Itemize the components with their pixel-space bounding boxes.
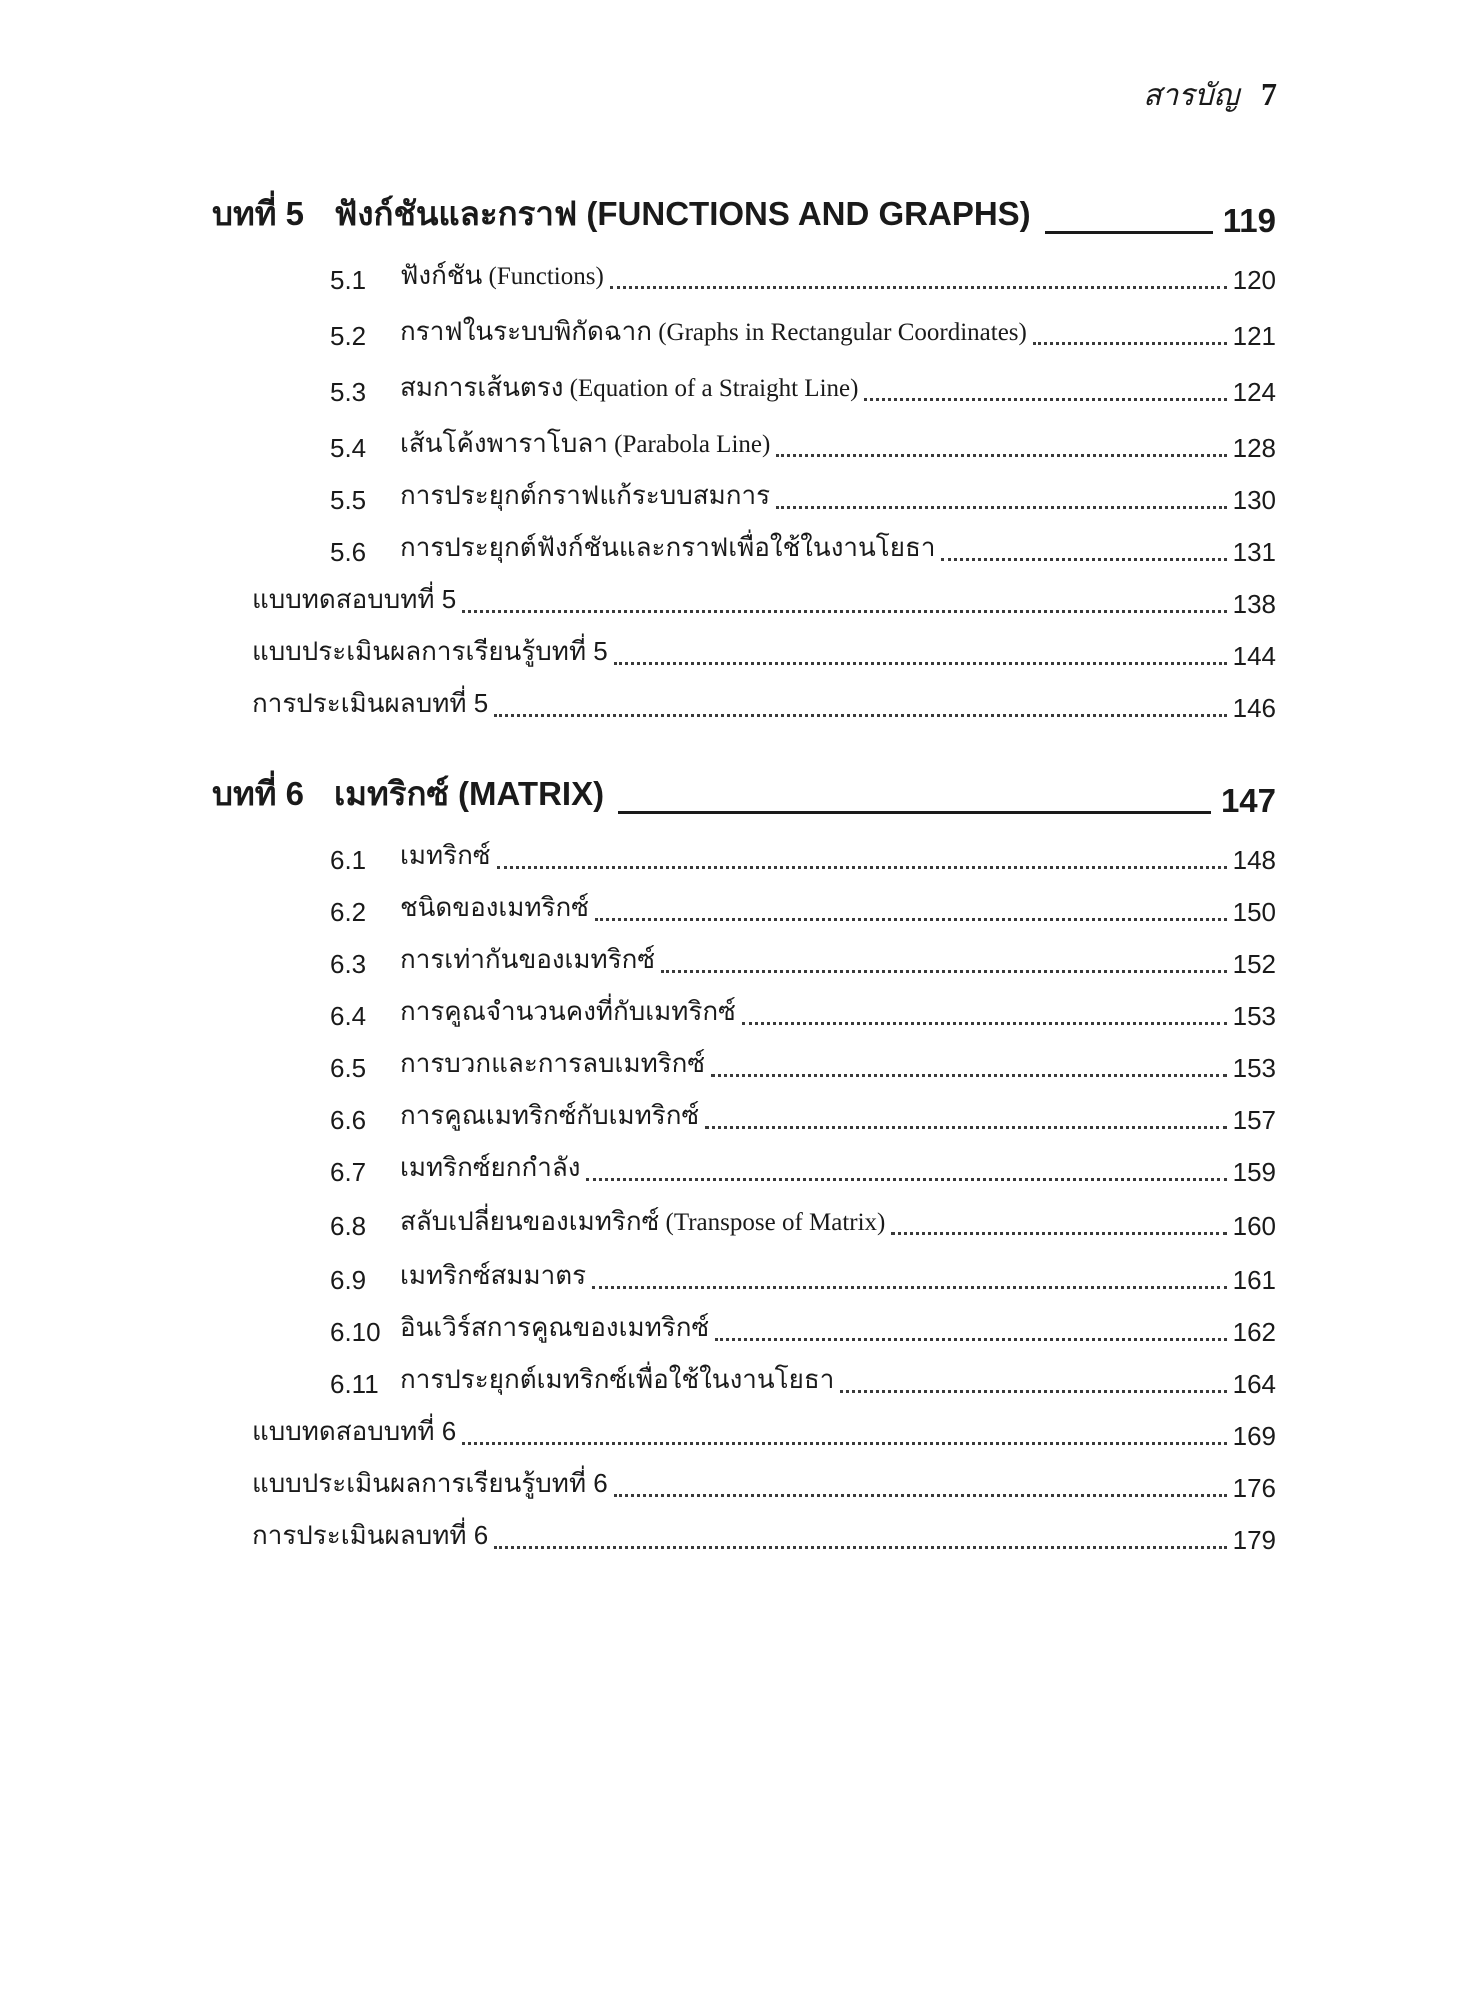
dot-leader	[661, 970, 1227, 973]
entry-page: 179	[1232, 1525, 1276, 1555]
page-number: 7	[1261, 76, 1277, 112]
dot-leader	[1033, 342, 1227, 345]
entry-title: แบบทดสอบบทที่ 6	[252, 1416, 457, 1446]
dot-leader	[742, 1022, 1227, 1025]
chapter-number: บทที่ 5	[212, 195, 304, 232]
dot-leader	[705, 1126, 1227, 1129]
section-page: 150	[1232, 897, 1276, 927]
chapter-page: 119	[1222, 202, 1276, 239]
section-page: 128	[1232, 433, 1276, 463]
section-number: 6.6	[330, 1105, 367, 1135]
dot-leader	[776, 454, 1226, 457]
dot-leader	[711, 1074, 1227, 1077]
section-number: 6.2	[330, 897, 367, 927]
section-page: 152	[1232, 949, 1276, 979]
entry-title: การประเมินผลบทที่ 6	[252, 1520, 489, 1550]
entry-title: แบบทดสอบบทที่ 5	[252, 584, 457, 614]
section-page: 161	[1232, 1265, 1276, 1295]
entry-page: 138	[1232, 589, 1276, 619]
section-number: 5.3	[330, 377, 367, 407]
toc-entry-evaluation-6[interactable]	[252, 1520, 1276, 1556]
dot-leader	[715, 1338, 1226, 1341]
dot-leader	[462, 610, 1226, 613]
entry-page: 146	[1232, 693, 1276, 723]
toc-entry-6-2[interactable]	[330, 892, 1276, 928]
section-title: กราฟในระบบพิกัดฉาก (Graphs in Rectangular Coordinates)	[400, 316, 1027, 346]
section-number: 6.1	[330, 845, 367, 875]
toc-entry-6-11[interactable]	[330, 1364, 1276, 1400]
section-page: 131	[1232, 537, 1276, 567]
section-number: 5.2	[330, 321, 367, 351]
section-page: 130	[1232, 485, 1276, 515]
toc-entry-5-3[interactable]	[330, 372, 1276, 408]
section-page: 153	[1232, 1001, 1276, 1031]
toc-entry-5-4[interactable]	[330, 428, 1276, 464]
section-page: 164	[1232, 1369, 1276, 1399]
section-page: 124	[1232, 377, 1276, 407]
chapter-page: 147	[1220, 782, 1276, 819]
toc-entry-6-6[interactable]	[330, 1100, 1276, 1136]
toc-entry-6-1[interactable]	[330, 840, 1276, 876]
section-number: 6.11	[330, 1369, 379, 1399]
section-number: 6.4	[330, 1001, 367, 1031]
chapter-5-heading[interactable]	[212, 196, 1276, 240]
toc-entry-6-9[interactable]	[330, 1260, 1276, 1296]
dot-leader	[462, 1442, 1226, 1445]
toc-entry-5-5[interactable]	[330, 480, 1276, 516]
toc-entry-6-4[interactable]	[330, 996, 1276, 1032]
chapter-title: ฟังก์ชันและกราฟ (FUNCTIONS AND GRAPHS)	[334, 195, 1031, 232]
section-title: เมทริกซ์สมมาตร	[400, 1260, 587, 1290]
section-page: 121	[1232, 321, 1276, 351]
chapter-title: เมทริกซ์ (MATRIX)	[334, 775, 605, 812]
toc-entry-test-5[interactable]	[252, 584, 1276, 620]
toc-entry-6-7[interactable]	[330, 1152, 1276, 1188]
chapter-number: บทที่ 6	[212, 775, 304, 812]
toc-entry-5-6[interactable]	[330, 532, 1276, 568]
toc-entry-5-1[interactable]	[330, 260, 1276, 296]
section-page: 120	[1232, 265, 1276, 295]
section-title: การประยุกต์ฟังก์ชันและกราฟเพื่อใช้ในงานโยธา	[400, 532, 936, 562]
dot-leader	[614, 662, 1227, 665]
section-page: 162	[1232, 1317, 1276, 1347]
entry-title: แบบประเมินผลการเรียนรู้บทที่ 6	[252, 1468, 608, 1498]
toc-entry-6-3[interactable]	[330, 944, 1276, 980]
toc-entry-evaluation-5[interactable]	[252, 688, 1276, 724]
section-number: 5.5	[330, 485, 367, 515]
chapter-6-heading[interactable]	[212, 776, 1276, 820]
toc-entry-5-2[interactable]	[330, 316, 1276, 352]
entry-page: 169	[1232, 1421, 1276, 1451]
dot-leader	[891, 1232, 1226, 1235]
section-number: 5.1	[330, 265, 367, 295]
section-number: 6.5	[330, 1053, 367, 1083]
section-number: 6.3	[330, 949, 367, 979]
section-title: สมการเส้นตรง (Equation of a Straight Line)	[400, 372, 859, 402]
section-number: 6.7	[330, 1157, 367, 1187]
section-page: 148	[1232, 845, 1276, 875]
entry-title: การประเมินผลบทที่ 5	[252, 688, 489, 718]
entry-page: 176	[1232, 1473, 1276, 1503]
toc-entry-6-10[interactable]	[330, 1312, 1276, 1348]
section-page: 160	[1232, 1211, 1276, 1241]
running-head-title: สารบัญ	[1143, 79, 1239, 112]
dot-leader	[864, 398, 1226, 401]
entry-title: แบบประเมินผลการเรียนรู้บทที่ 5	[252, 636, 608, 666]
section-title: เมทริกซ์ยกกำลัง	[400, 1152, 581, 1182]
running-head	[1143, 72, 1277, 119]
section-title: การบวกและการลบเมทริกซ์	[400, 1048, 706, 1078]
section-title: เส้นโค้งพาราโบลา (Parabola Line)	[400, 428, 771, 458]
chapter-rule	[618, 811, 1211, 814]
section-title: สลับเปลี่ยนของเมทริกซ์ (Transpose of Matrix)	[400, 1206, 886, 1236]
entry-page: 144	[1232, 641, 1276, 671]
dot-leader	[586, 1178, 1226, 1181]
dot-leader	[840, 1390, 1226, 1393]
section-number: 6.8	[330, 1211, 367, 1241]
section-title: ชนิดของเมทริกซ์	[400, 892, 589, 922]
toc-entry-6-8[interactable]	[330, 1206, 1276, 1242]
section-number: 6.10	[330, 1317, 381, 1347]
dot-leader	[776, 506, 1227, 509]
toc-entry-test-6[interactable]	[252, 1416, 1276, 1452]
section-page: 159	[1232, 1157, 1276, 1187]
section-page: 153	[1232, 1053, 1276, 1083]
toc-entry-assessment-form-6[interactable]	[252, 1468, 1276, 1504]
dot-leader	[941, 558, 1226, 561]
section-number: 5.4	[330, 433, 367, 463]
dot-leader	[614, 1494, 1227, 1497]
toc-entry-6-5[interactable]	[330, 1048, 1276, 1084]
section-page: 157	[1232, 1105, 1276, 1135]
dot-leader	[494, 1546, 1226, 1549]
dot-leader	[595, 918, 1227, 921]
dot-leader	[592, 1286, 1226, 1289]
section-title: เมทริกซ์	[400, 840, 491, 870]
section-title: การเท่ากันของเมทริกซ์	[400, 944, 656, 974]
chapter-rule	[1045, 231, 1213, 234]
section-title: การคูณเมทริกซ์กับเมทริกซ์	[400, 1100, 700, 1130]
section-title: การประยุกต์เมทริกซ์เพื่อใช้ในงานโยธา	[400, 1364, 835, 1394]
dot-leader	[494, 714, 1226, 717]
section-title: การประยุกต์กราฟแก้ระบบสมการ	[400, 480, 771, 510]
section-title: การคูณจำนวนคงที่กับเมทริกซ์	[400, 996, 736, 1026]
dot-leader	[610, 286, 1227, 289]
section-title: อินเวิร์สการคูณของเมทริกซ์	[400, 1312, 710, 1342]
toc-entry-assessment-form-5[interactable]	[252, 636, 1276, 672]
section-number: 6.9	[330, 1265, 367, 1295]
dot-leader	[497, 866, 1227, 869]
section-number: 5.6	[330, 537, 367, 567]
section-title: ฟังก์ชัน (Functions)	[400, 260, 604, 290]
